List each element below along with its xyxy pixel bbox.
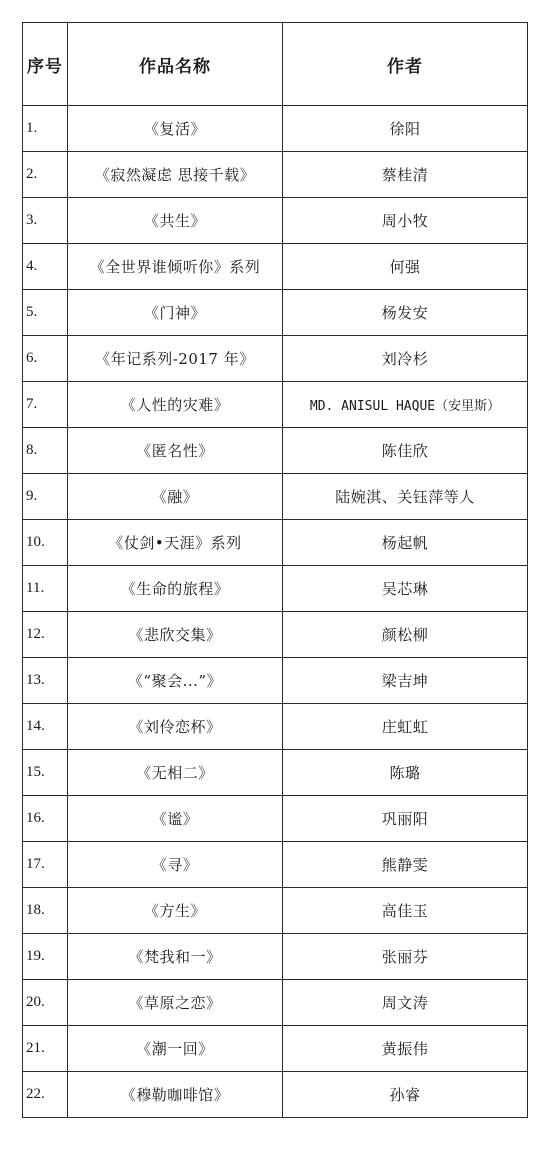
- works-table: [22, 22, 528, 1118]
- row-number: 11.: [23, 566, 68, 612]
- work-title: 《年记系列-2017 年》: [68, 336, 283, 382]
- header-title: 作品名称: [68, 23, 283, 106]
- work-author: 颜松柳: [283, 612, 528, 658]
- work-title: 《门神》: [68, 290, 283, 336]
- table-row: [23, 520, 528, 566]
- work-author: 巩丽阳: [283, 796, 528, 842]
- work-author: 庄虹虹: [283, 704, 528, 750]
- work-title: 《潮一回》: [68, 1026, 283, 1072]
- work-author: 何强: [283, 244, 528, 290]
- table-row: [23, 934, 528, 980]
- row-number: 12.: [23, 612, 68, 658]
- row-number: 10.: [23, 520, 68, 566]
- row-number: 9.: [23, 474, 68, 520]
- table-row: [23, 658, 528, 704]
- table-row: [23, 244, 528, 290]
- work-author: 孙睿: [283, 1072, 528, 1118]
- row-number: 16.: [23, 796, 68, 842]
- row-number: 18.: [23, 888, 68, 934]
- table-row: [23, 842, 528, 888]
- row-number: 13.: [23, 658, 68, 704]
- header-author: 作者: [283, 23, 528, 106]
- work-author: 陆婉淇、关钰萍等人: [283, 474, 528, 520]
- table-body: [23, 106, 528, 1118]
- row-number: 5.: [23, 290, 68, 336]
- work-author: 杨发安: [283, 290, 528, 336]
- work-title: 《悲欣交集》: [68, 612, 283, 658]
- work-title: 《融》: [68, 474, 283, 520]
- row-number: 20.: [23, 980, 68, 1026]
- work-author: 刘冷杉: [283, 336, 528, 382]
- table-row: [23, 750, 528, 796]
- work-title: 《寂然凝虑 思接千载》: [68, 152, 283, 198]
- work-author: 杨起帆: [283, 520, 528, 566]
- table-row: [23, 1072, 528, 1118]
- work-title: 《梵我和一》: [68, 934, 283, 980]
- work-title: 《全世界谁倾听你》系列: [68, 244, 283, 290]
- work-author: 蔡桂清: [283, 152, 528, 198]
- row-number: 2.: [23, 152, 68, 198]
- work-title: 《“聚会...”》: [68, 658, 283, 704]
- table-row: [23, 796, 528, 842]
- work-author: 周文涛: [283, 980, 528, 1026]
- row-number: 8.: [23, 428, 68, 474]
- table-row: [23, 612, 528, 658]
- table-row: [23, 704, 528, 750]
- row-number: 21.: [23, 1026, 68, 1072]
- work-author: 徐阳: [283, 106, 528, 152]
- row-number: 7.: [23, 382, 68, 428]
- work-author: 周小牧: [283, 198, 528, 244]
- work-author: 高佳玉: [283, 888, 528, 934]
- work-author: 陈璐: [283, 750, 528, 796]
- row-number: 4.: [23, 244, 68, 290]
- work-title: 《方生》: [68, 888, 283, 934]
- work-author: 熊静雯: [283, 842, 528, 888]
- work-title: 《复活》: [68, 106, 283, 152]
- table-row: [23, 428, 528, 474]
- work-author: 张丽芬: [283, 934, 528, 980]
- work-title: 《共生》: [68, 198, 283, 244]
- work-author: 吴芯琳: [283, 566, 528, 612]
- table-row: [23, 474, 528, 520]
- work-title: 《仗剑•天涯》系列: [68, 520, 283, 566]
- work-title: 《生命的旅程》: [68, 566, 283, 612]
- table-row: [23, 566, 528, 612]
- header-no: 序号: [23, 23, 68, 106]
- work-title: 《刘伶恋杯》: [68, 704, 283, 750]
- work-author: 陈佳欣: [283, 428, 528, 474]
- table-row: [23, 382, 528, 428]
- work-title: 《人性的灾难》: [68, 382, 283, 428]
- row-number: 1.: [23, 106, 68, 152]
- row-number: 6.: [23, 336, 68, 382]
- table-row: [23, 152, 528, 198]
- table-row: [23, 106, 528, 152]
- row-number: 17.: [23, 842, 68, 888]
- row-number: 3.: [23, 198, 68, 244]
- table-row: [23, 198, 528, 244]
- row-number: 22.: [23, 1072, 68, 1118]
- work-title: 《无相二》: [68, 750, 283, 796]
- work-title: 《匿名性》: [68, 428, 283, 474]
- row-number: 15.: [23, 750, 68, 796]
- table-row: [23, 1026, 528, 1072]
- row-number: 19.: [23, 934, 68, 980]
- table-row: [23, 290, 528, 336]
- work-title: 《穆勒咖啡馆》: [68, 1072, 283, 1118]
- table-row: [23, 336, 528, 382]
- table-row: [23, 980, 528, 1026]
- table-row: [23, 888, 528, 934]
- document: [22, 22, 527, 1118]
- work-author: MD. ANISUL HAQUE（安里斯）: [283, 382, 528, 428]
- work-title: 《草原之恋》: [68, 980, 283, 1026]
- work-author: 黄振伟: [283, 1026, 528, 1072]
- work-title: 《寻》: [68, 842, 283, 888]
- header-row: [23, 23, 528, 106]
- row-number: 14.: [23, 704, 68, 750]
- work-title: 《谧》: [68, 796, 283, 842]
- work-author: 梁吉坤: [283, 658, 528, 704]
